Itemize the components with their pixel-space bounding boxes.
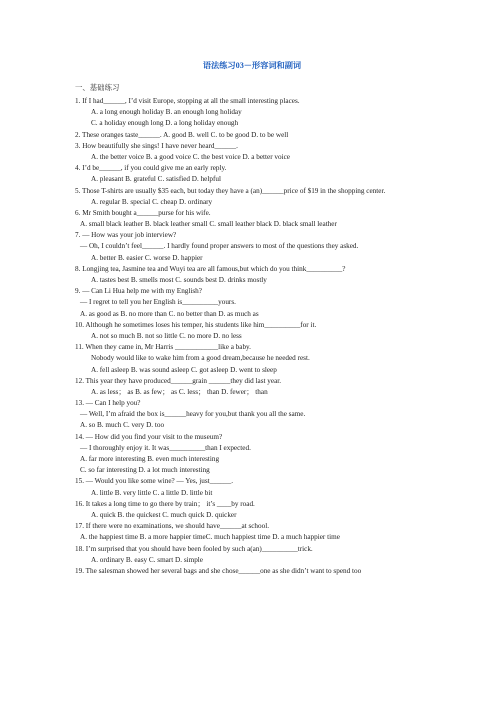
option-line: A. as good as B. no more than C. no better than D. as much as: [80, 309, 259, 318]
option-line: — Well, I’m afraid the box is______heavy for you,but thank you all the same.: [80, 410, 306, 419]
option-line: A. not so much B. not so little C. no more D. no less: [91, 331, 242, 340]
option-line: A. better B. easier C. worse D. happier: [91, 253, 203, 262]
option-line: A. regular B. special C. cheap D. ordinary: [91, 197, 213, 206]
question-line: 16. It takes a long time to go there by train； it’s ____by road.: [75, 499, 255, 508]
question-line: 11. When they came in, Mr Harris ____________like a baby.: [75, 343, 251, 352]
question-line: 5. Those T-shirts are usually $35 each, but today they have a (an)______price of $19 in the shopping center.: [75, 186, 386, 195]
question-line: 2. These oranges taste______. A. good B. well C. to be good D. to be well: [75, 130, 289, 139]
option-line: — I regret to tell you her English is__________yours.: [80, 298, 236, 307]
option-line: — Oh, I couldn’t feel______. I hardly found proper answers to most of the questions they asked.: [80, 242, 359, 251]
option-line: A. so B. much C. very D. too: [80, 421, 165, 430]
question-line: 15. — Would you like some wine? — Yes, just______.: [75, 477, 234, 486]
question-line: 6. Mr Smith bought a______purse for his wife.: [75, 208, 211, 217]
question-line: 3. How beautifully she sings! I have never heard______.: [75, 141, 238, 150]
exercise-body: [75, 96, 435, 577]
option-line: A. a long enough holiday B. an enough long holiday: [91, 108, 242, 117]
option-line: — I thoroughly enjoy it. It was__________than I expected.: [80, 443, 251, 452]
option-line: A. the happiest time B. a more happier timeC. much happiest time D. a much happier time: [80, 533, 340, 542]
question-line: 9. — Can Li Hua help me with my English?: [75, 287, 202, 296]
option-line: C. so far interesting D. a lot much interesting: [80, 466, 210, 475]
option-line: A. far more interesting B. even much interesting: [80, 455, 220, 464]
option-line: A. fell asleep B. was sound asleep C. got asleep D. went to sleep: [91, 365, 277, 374]
option-line: C. a holiday enough long D. a long holiday enough: [91, 119, 239, 128]
option-line: A. little B. very little C. a little D. little bit: [91, 488, 213, 497]
section-heading: 一、基础练习: [75, 83, 120, 92]
option-line: A. ordinary B. easy C. smart D. simple: [91, 555, 203, 564]
question-line: 12. This year they have produced______grain ______they did last year.: [75, 376, 282, 385]
question-line: 7. — How was your job interview?: [75, 231, 177, 240]
option-line: A. pleasant B. grateful C. satisfied D. helpful: [91, 175, 221, 184]
question-line: 4. I’d be______, if you could give me an early reply.: [75, 164, 227, 173]
question-line: 18. I’m surprised that you should have been fooled by such a(an)__________trick.: [75, 544, 313, 553]
question-line: 17. If there were no examinations, we should have______at school.: [75, 522, 270, 531]
option-line: A. tastes best B. smells most C. sounds best D. drinks mostly: [91, 276, 267, 285]
option-line: A. the better voice B. a good voice C. the best voice D. a better voice: [91, 152, 290, 161]
option-line: A. as less； as B. as few； as C. less； than D. fewer； than: [91, 387, 268, 396]
option-line: A. small black leather B. black leather small C. small leather black D. black small leather: [80, 220, 337, 229]
question-line: 19. The salesman showed her several bags and she chose______one as she didn’t want to spend too: [75, 566, 362, 575]
option-line: A. quick B. the quickest C. much quick D. quicker: [91, 510, 237, 519]
option-line: Nobody would like to wake him from a good dream,because he needed rest.: [91, 354, 310, 363]
question-line: 10. Although he sometimes loses his temper, his students like him__________for it.: [75, 320, 317, 329]
document-title: 语法练习03－形容词和副词: [202, 61, 302, 70]
question-line: 13. — Can I help you?: [75, 399, 141, 408]
question-line: 14. — How did you find your visit to the museum?: [75, 432, 223, 441]
question-line: 8. Longjing tea, Jasmine tea and Wuyi tea are all famous,but which do you think__________?: [75, 264, 346, 273]
question-line: 1. If I had______, I’d visit Europe, stopping at all the small interesting places.: [75, 97, 300, 105]
